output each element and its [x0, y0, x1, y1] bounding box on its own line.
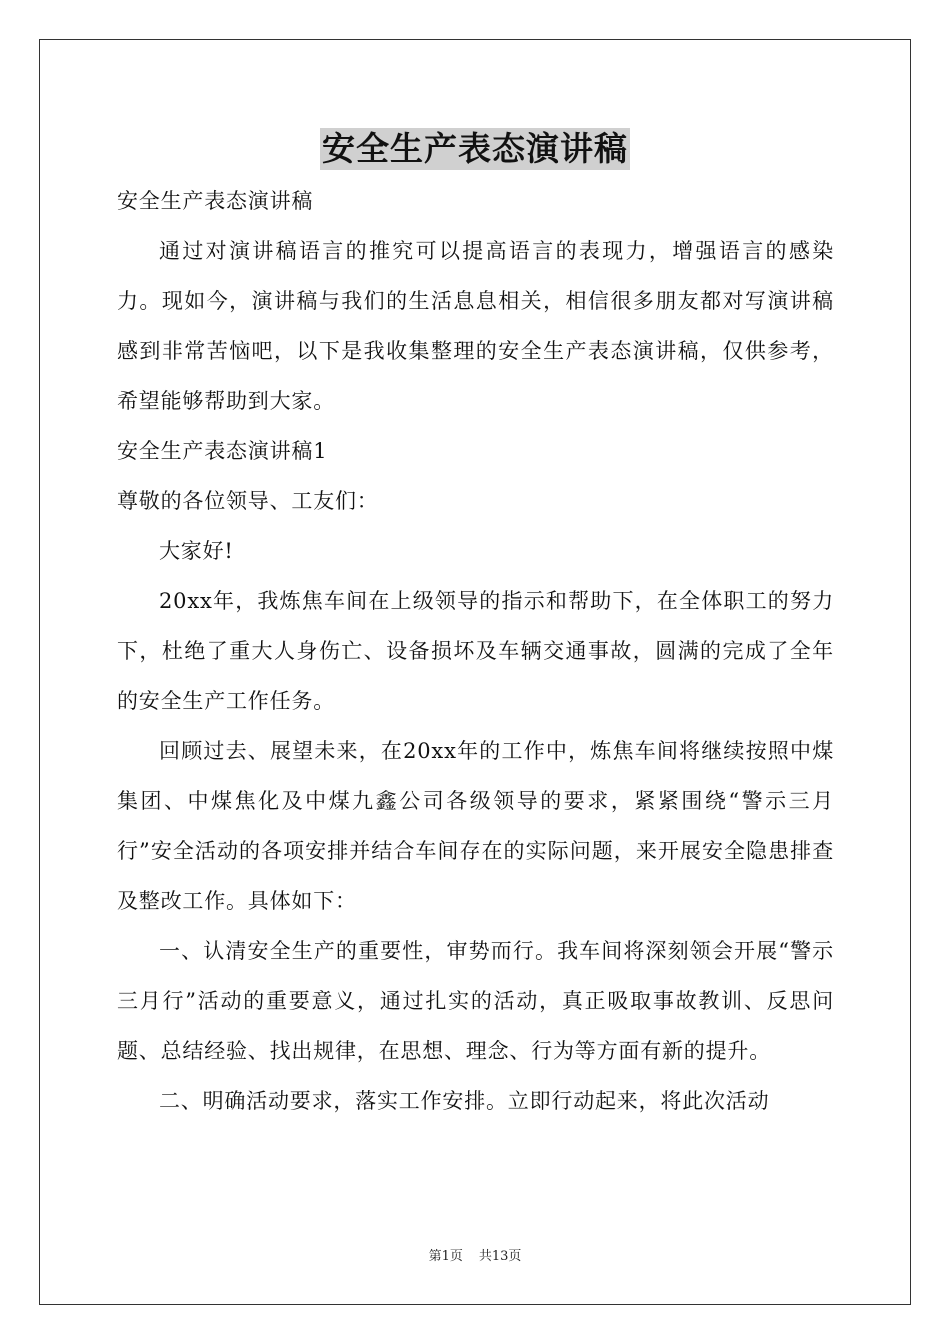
paragraph: 大家好! — [159, 539, 234, 563]
paragraph: 一、认清安全生产的重要性，审势而行。我车间将深刻领会开展“警示三月行”活动的重要意义，通过扎实的活动，真正吸取事故教训、反思问题、总结经验、找出规律，在思想、理念、行为等方面有新的提升。 — [117, 939, 834, 1063]
title-container — [0, 128, 950, 170]
total-pages: 共13页 — [478, 1249, 522, 1264]
page-number: 第1页 — [428, 1249, 463, 1264]
document-title: 安全生产表态演讲稿 — [322, 129, 628, 168]
paragraph: 安全生产表态演讲稿1 — [117, 439, 328, 463]
paragraph: 回顾过去、展望未来，在20xx年的工作中，炼焦车间将继续按照中煤集团、中煤焦化及中煤九鑫公司各级领导的要求，紧紧围绕“警示三月行”安全活动的各项安排并结合车间存在的实际问题，来开展安全隐患排查及整改工作。具体如下： — [117, 739, 834, 913]
paragraph: 尊敬的各位领导、工友们： — [117, 489, 379, 513]
paragraph: 通过对演讲稿语言的推究可以提高语言的表现力，增强语言的感染力。现如今，演讲稿与我们的生活息息相关，相信很多朋友都对写演讲稿感到非常苦恼吧，以下是我收集整理的安全生产表态演讲稿，仅供参考，希望能够帮助到大家。 — [117, 239, 834, 413]
document-body — [117, 176, 834, 1126]
page-footer — [0, 1248, 950, 1266]
paragraph: 安全生产表态演讲稿 — [117, 189, 314, 213]
paragraph: 二、明确活动要求，落实工作安排。立即行动起来，将此次活动 — [159, 1089, 770, 1113]
paragraph: 20xx年，我炼焦车间在上级领导的指示和帮助下，在全体职工的努力下，杜绝了重大人身伤亡、设备损坏及车辆交通事故，圆满的完成了全年的安全生产工作任务。 — [117, 589, 834, 713]
